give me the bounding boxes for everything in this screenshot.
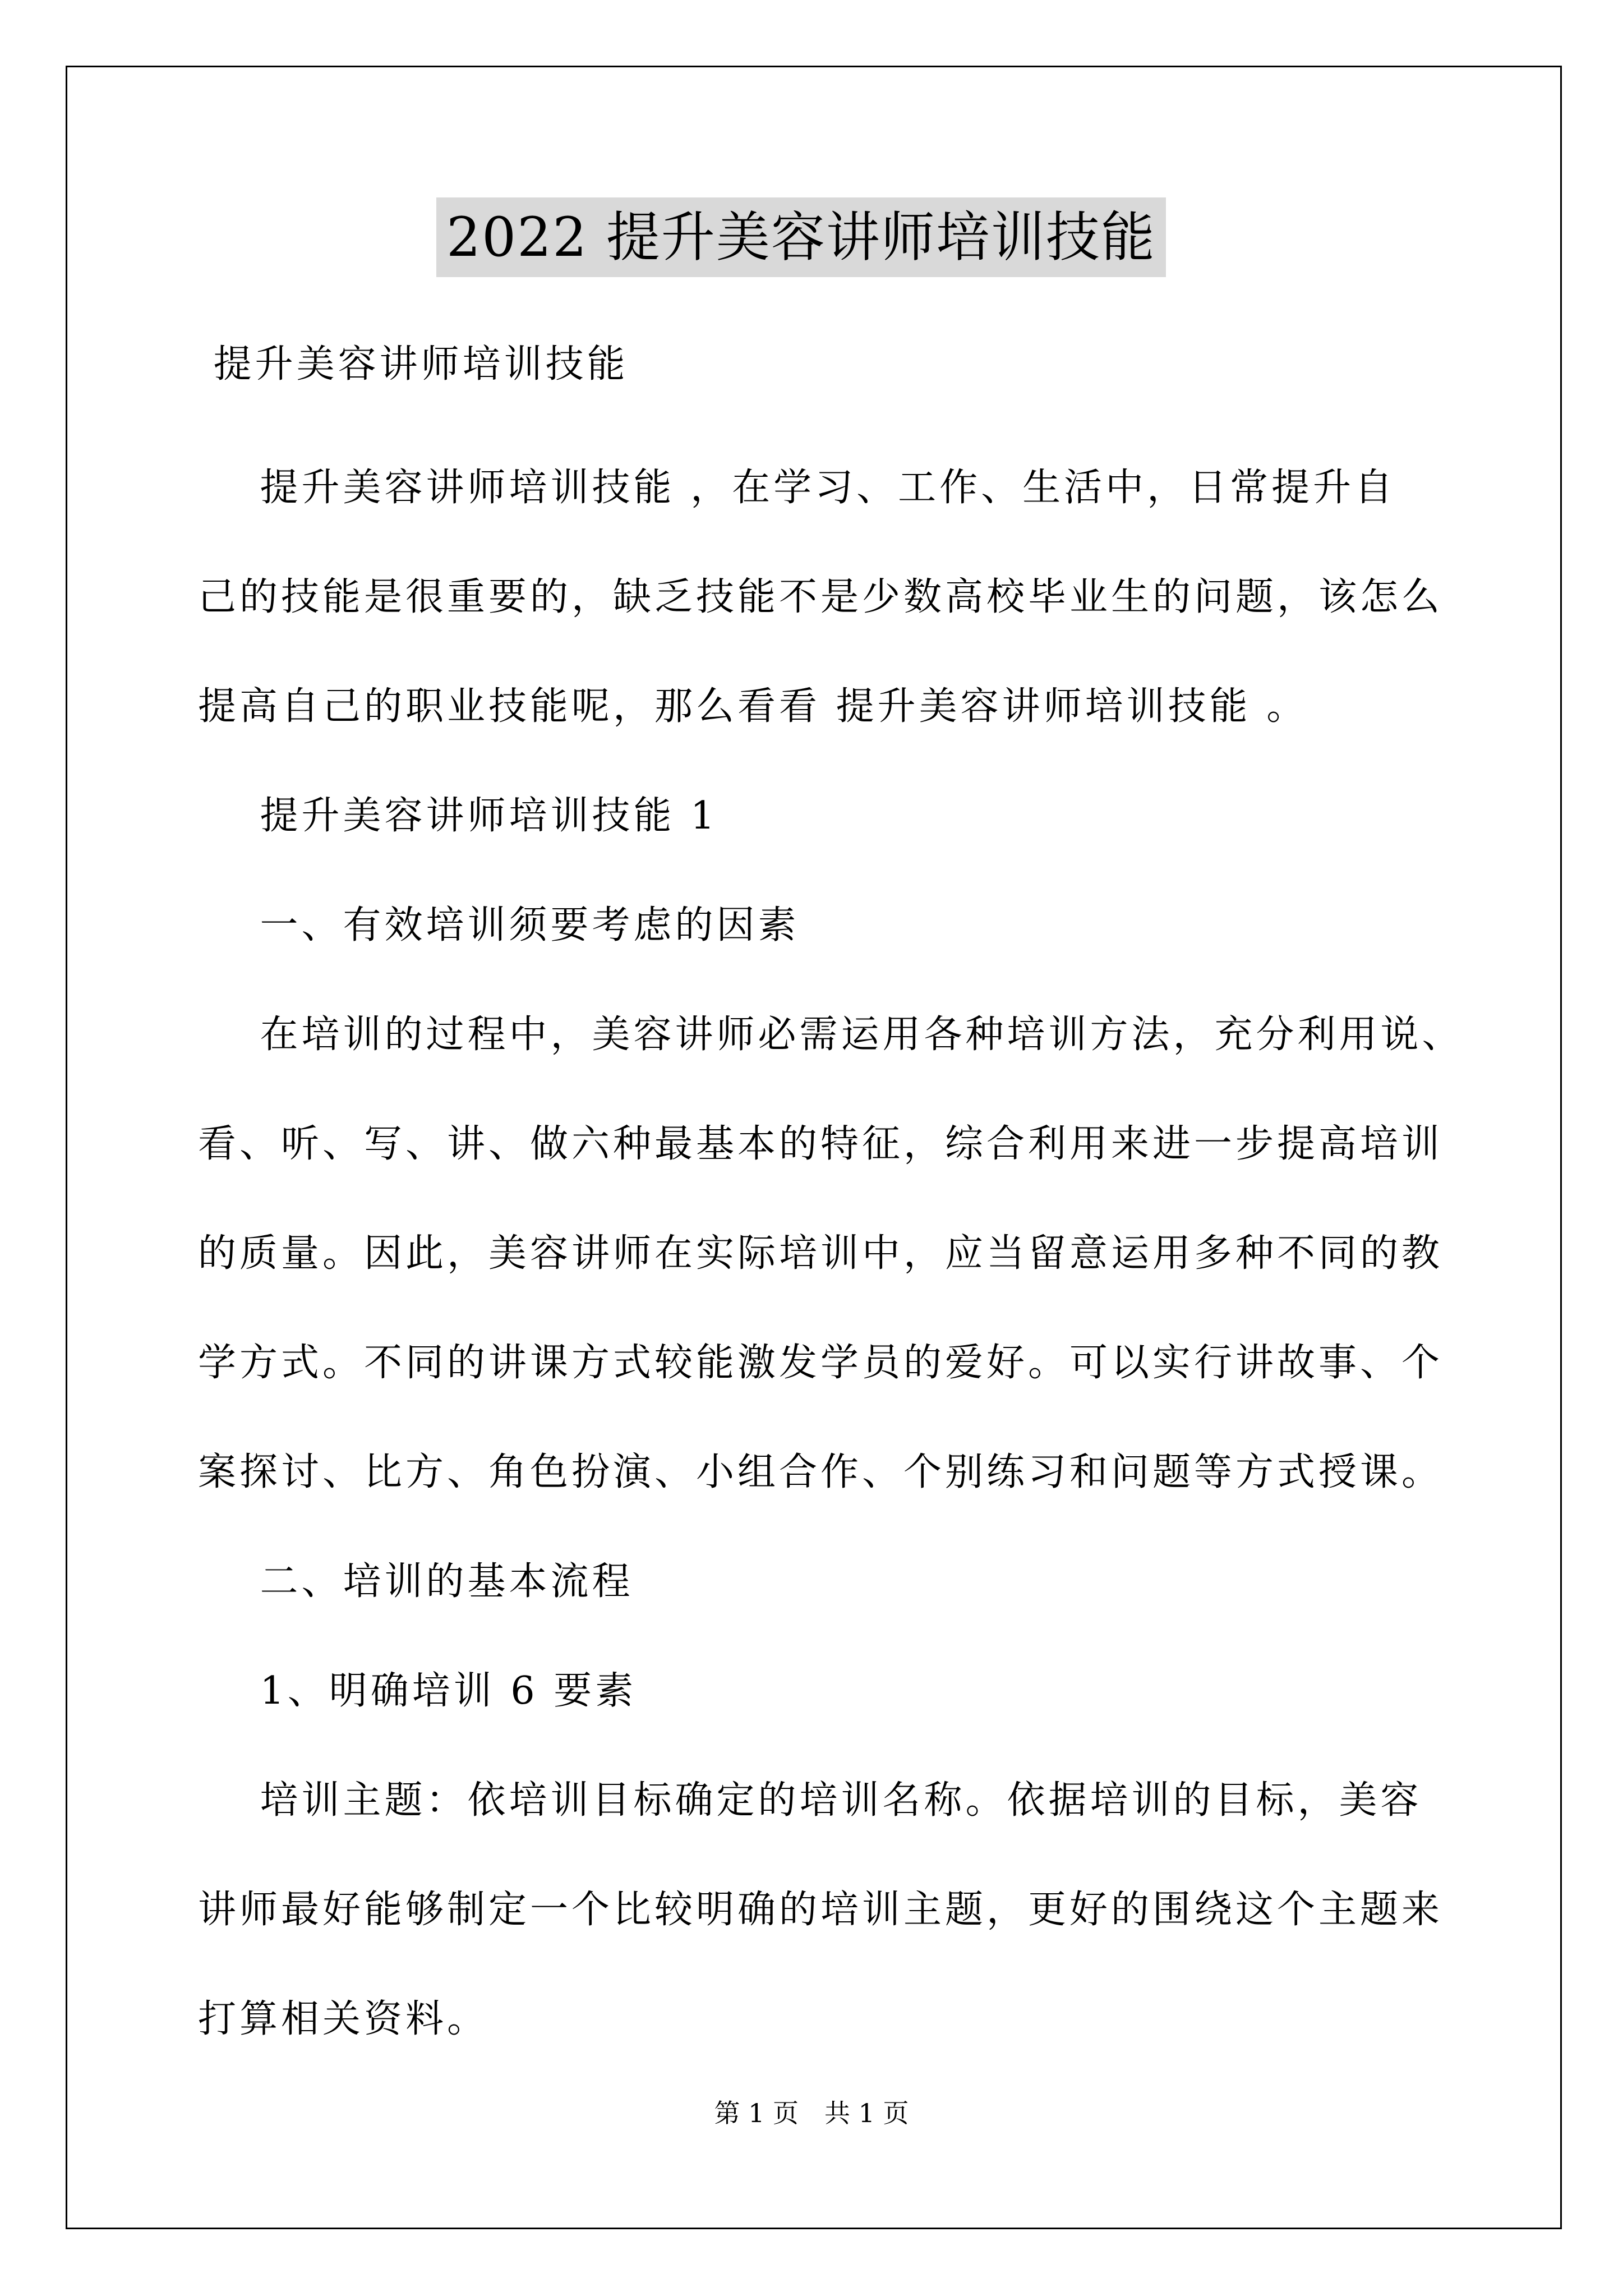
body-line: 己的技能是很重要的，缺乏技能不是少数高校毕业生的问题，该怎么 <box>198 575 1444 619</box>
body-line: 在培训的过程中，美容讲师必需运用各种培训方法，充分利用说、 <box>198 1013 1464 1057</box>
body-line: 看、听、写、讲、做六种最基本的特征，综合利用来进一步提高培训 <box>198 1122 1444 1166</box>
page-footer: 第 1 页 共 1 页 <box>714 2098 909 2128</box>
document-title: 2022 提升美容讲师培训技能 <box>436 197 1166 277</box>
body-line: 一、有效培训须要考虑的因素 <box>198 903 800 947</box>
body-line: 提升美容讲师培训技能 1 <box>198 794 718 838</box>
body-line: 打算相关资料。 <box>198 1997 489 2041</box>
body-line: 的质量。因此，美容讲师在实际培训中，应当留意运用多种不同的教 <box>198 1231 1444 1276</box>
body-line: 案探讨、比方、角色扮演、小组合作、个别练习和问题等方式授课。 <box>198 1450 1444 1494</box>
body-line: 提升美容讲师培训技能 ，在学习、工作、生活中，日常提升自 <box>198 466 1396 510</box>
body-line: 提高自己的职业技能呢，那么看看 提升美容讲师培训技能 。 <box>198 684 1308 729</box>
body-line: 讲师最好能够制定一个比较明确的培训主题，更好的围绕这个主题来 <box>198 1888 1444 1932</box>
body-line: 二、培训的基本流程 <box>198 1559 634 1604</box>
body-line: 学方式。不同的讲课方式较能激发学员的爱好。可以实行讲故事、个 <box>198 1341 1444 1385</box>
body-line: 提升美容讲师培训技能 <box>198 342 629 386</box>
body-line: 培训主题：依培训目标确定的培训名称。依据培训的目标，美容 <box>198 1778 1422 1823</box>
body-line: 1、明确培训 6 要素 <box>198 1669 637 1713</box>
